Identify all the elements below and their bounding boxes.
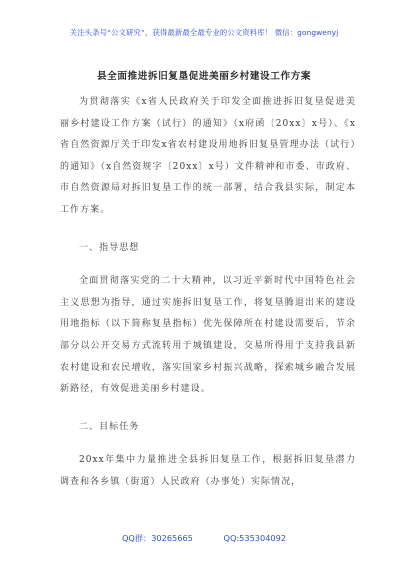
section-body-goals: 20xx年集中力量推进全县拆旧复垦工作，根据拆旧复垦潜力调查和各乡镇（街道）人民政府（办事处）实际情况，	[60, 455, 356, 487]
footer-banner	[0, 533, 408, 544]
document-body	[60, 92, 356, 494]
header-banner: 关注头条号“公文研究”，获得最新最全最专业的公文资料库！ 微信：gongwenyj	[69, 28, 339, 37]
document-title: 县全面推进拆旧复垦促进美丽乡村建设工作方案	[96, 71, 312, 82]
section-heading-goals: 二、目标任务	[79, 421, 140, 432]
footer-qq-group: QQ群：30265665	[121, 533, 193, 543]
section-body-guiding-ideology: 全面贯彻落实党的二十大精神，以习近平新时代中国特色社会主义思想为指导，通过实施拆旧复垦工作，将复垦腾退出来的建设用地指标（以下简称复垦指标）优先保障所在村建设需要后，节余部分以公开交易方式流转用于城镇建设，交易所得用于支持我县新农村建设和农民增收，落实国家乡村振兴战略，探索城乡融合发展新路径，有效促进美丽乡村建设。	[60, 276, 356, 395]
section-heading-guiding-ideology: 一、指导思想	[79, 242, 140, 253]
footer-qq: QQ:535304092	[223, 533, 287, 543]
intro-paragraph: 为贯彻落实《x省人民政府关于印发全面推进拆旧复垦促进美丽乡村建设工作方案（试行）的通知》（x府函〔20xx〕x号）、《x省自然资源厅关于印发x省农村建设用地拆旧复垦管理办法（试行）的通知》（x自然资规字〔20xx〕x号）文件精神和市委、市政府、市自然资源局对拆旧复垦工作的统一部署，结合我县实际，制定本工作方案。	[60, 97, 356, 215]
